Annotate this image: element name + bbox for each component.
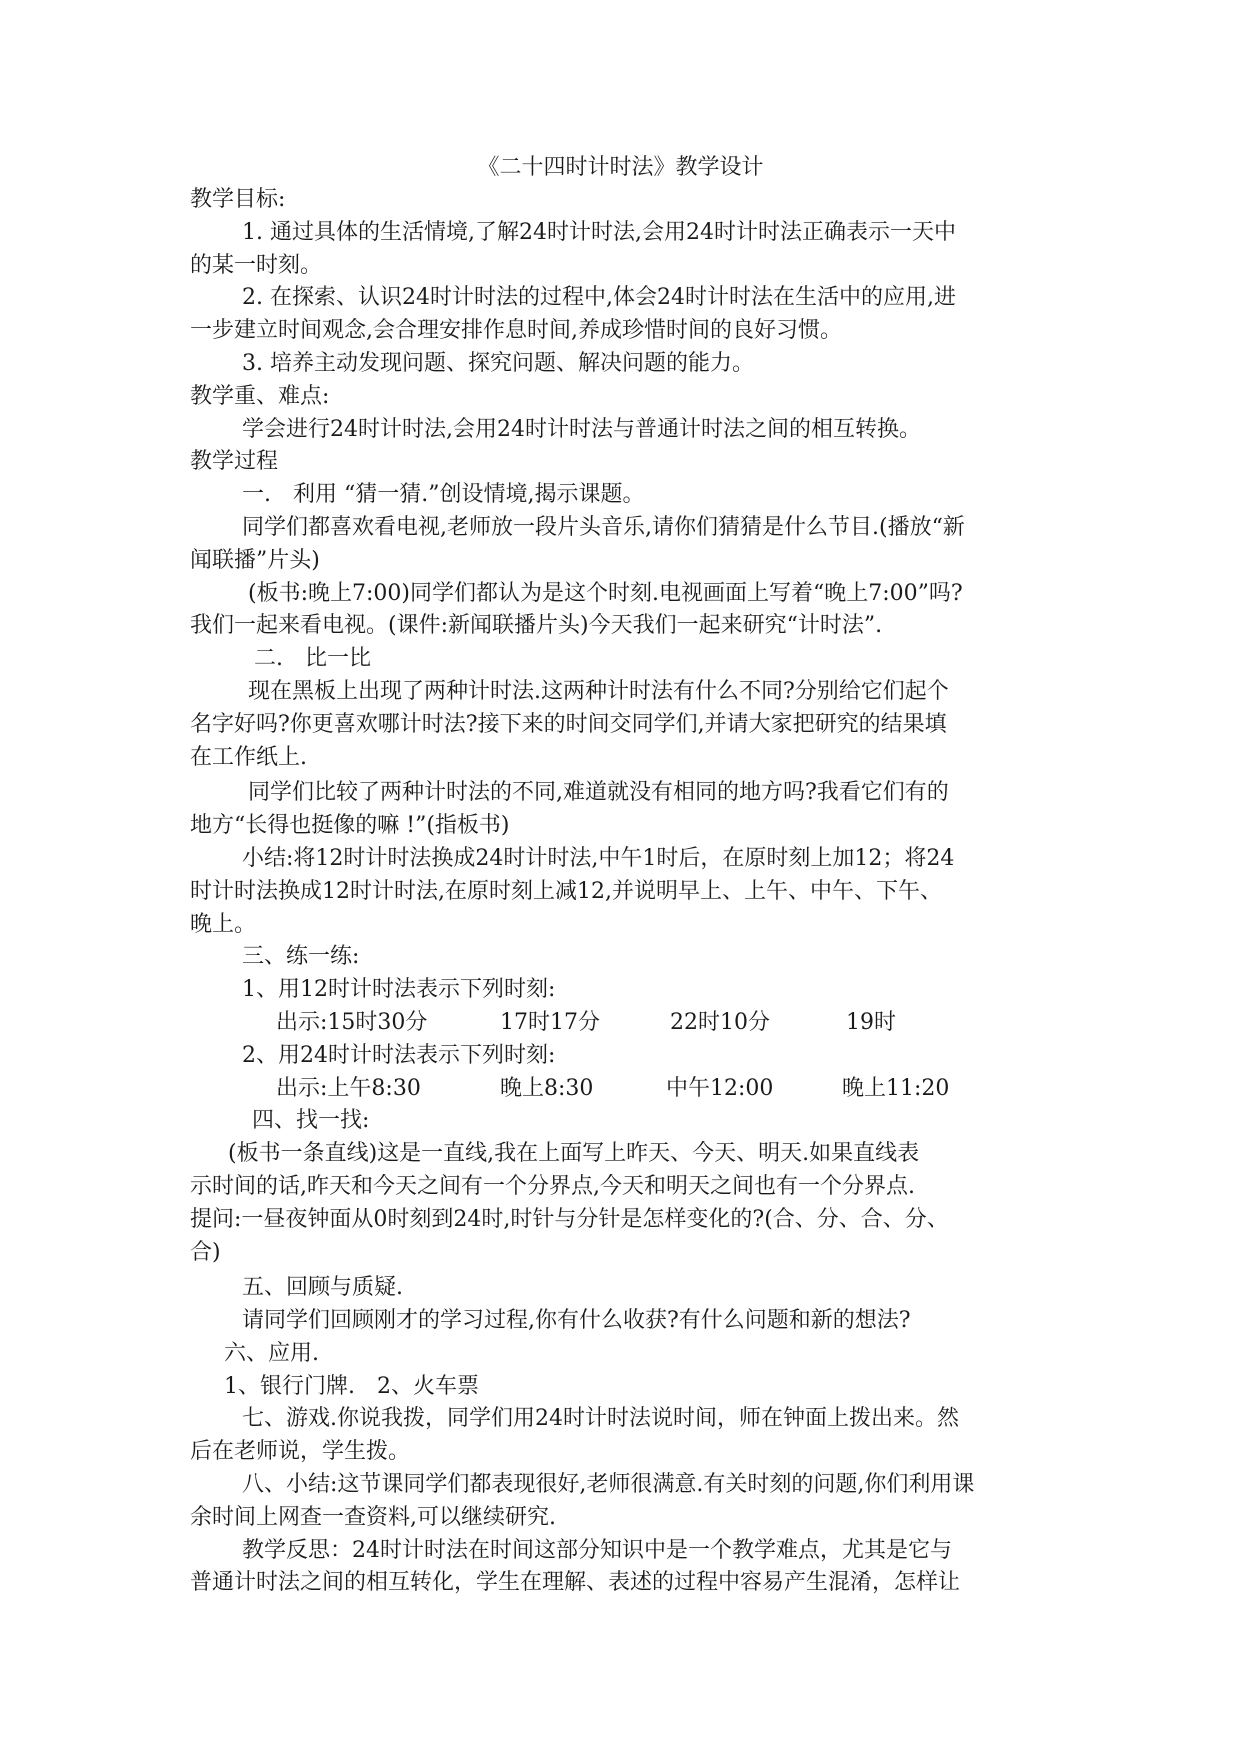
exercise-prompt: 1、用12时计时法表示下列时刻: xyxy=(242,977,556,1003)
paragraph-line: 示时间的话,昨天和今天之间有一个分界点,今天和明天之间也有一个分界点. xyxy=(190,1173,915,1199)
paragraph-line: 2. 在探索、认识24时计时法的过程中,体会24时计时法在生活中的应用,进 xyxy=(242,285,956,311)
exercise-time: 晚上11:20 xyxy=(842,1075,950,1101)
paragraph-line: 一步建立时间观念,会合理安排作息时间,养成珍惜时间的良好习惯。 xyxy=(190,318,842,344)
paragraph-line: 普通计时法之间的相互转化，学生在理解、表述的过程中容易产生混淆，怎样让 xyxy=(190,1570,961,1596)
paragraph-line: 1. 通过具体的生活情境,了解24时计时法,会用24时计时法正确表示一天中 xyxy=(242,219,956,245)
section-heading: 七、游戏.你说我拨，同学们用24时计时法说时间，师在钟面上拨出来。然 xyxy=(242,1406,959,1432)
section-heading: 一. 利用 “猜一猜.”创设情境,揭示课题。 xyxy=(242,482,645,508)
paragraph-line: 闻联播”片头) xyxy=(190,547,320,573)
document-title: 《二十四时计时法》教学设计 xyxy=(477,155,764,180)
exercise-time: 19时 xyxy=(846,1009,896,1035)
paragraph-line: 1、银行门牌. 2、火车票 xyxy=(224,1373,479,1399)
exercise-time: 中午12:00 xyxy=(666,1075,774,1101)
section-heading: 八、小结:这节课同学们都表现很好,老师很满意.有关时刻的问题,你们利用课 xyxy=(242,1472,975,1498)
exercise-time: 22时10分 xyxy=(670,1009,770,1035)
paragraph-line: 请同学们回顾刚才的学习过程,你有什么收获?有什么问题和新的想法? xyxy=(242,1308,911,1334)
paragraph-line: 现在黑板上出现了两种计时法.这两种计时法有什么不同?分别给它们起个 xyxy=(248,678,949,704)
exercise-time: 出示:15时30分 xyxy=(276,1009,428,1035)
section-heading: 六、应用. xyxy=(224,1340,319,1366)
paragraph-line: 学会进行24时计时法,会用24时计时法与普通计时法之间的相互转换。 xyxy=(242,416,921,442)
paragraph-line: 同学们都喜欢看电视,老师放一段片头音乐,请你们猜猜是什么节目.(播放“新 xyxy=(242,514,965,540)
section-heading: 四、找一找: xyxy=(252,1108,370,1134)
exercise-times-row xyxy=(190,1073,1052,1106)
paragraph-line: 的某一时刻。 xyxy=(190,252,323,278)
heading-objectives: 教学目标: xyxy=(190,187,286,212)
document-body xyxy=(190,184,1052,1600)
paragraph-line: (板书一条直线)这是一直线,我在上面写上昨天、今天、明天.如果直线表 xyxy=(228,1141,920,1167)
paragraph-line: 时计时法换成12时计时法,在原时刻上减12,并说明早上、上午、中午、下午、 xyxy=(190,878,942,904)
paragraph-line: 教学反思：24时计时法在时间这部分知识中是一个教学难点，尤其是它与 xyxy=(242,1537,952,1563)
paragraph-line: 地方“长得也挺像的嘛 !”(指板书) xyxy=(190,813,510,839)
exercise-time: 17时17分 xyxy=(500,1009,600,1035)
exercise-time: 晚上8:30 xyxy=(500,1075,594,1101)
paragraph-line: (板书:晚上7:00)同学们都认为是这个时刻.电视画面上写着“晚上7:00”吗? xyxy=(248,580,963,606)
section-heading: 三、练一练: xyxy=(242,944,360,970)
paragraph-line: 后在老师说，学生拨。 xyxy=(190,1439,411,1465)
exercise-prompt: 2、用24时计时法表示下列时刻: xyxy=(242,1042,556,1068)
paragraph-line: 在工作纸上. xyxy=(190,744,307,770)
section-heading: 五、回顾与质疑. xyxy=(242,1275,403,1301)
paragraph-line: 小结:将12时计时法换成24时计时法,中午1时后，在原时刻上加12；将24 xyxy=(242,845,955,871)
paragraph-line: 余时间上网查一查资料,可以继续研究. xyxy=(190,1504,556,1530)
heading-process: 教学过程 xyxy=(190,449,279,475)
paragraph-line: 3. 培养主动发现问题、探究问题、解决问题的能力。 xyxy=(242,350,754,376)
heading-key-points: 教学重、难点: xyxy=(190,383,330,409)
paragraph-line: 晚上。 xyxy=(190,911,257,937)
paragraph-line: 我们一起来看电视。(课件:新闻联播片头)今天我们一起来研究“计时法”. xyxy=(190,613,883,639)
paragraph-line: 提问:一昼夜钟面从0时刻到24时,时针与分针是怎样变化的?(合、分、合、分、 xyxy=(190,1206,949,1232)
paragraph-line: 同学们比较了两种计时法的不同,难道就没有相同的地方吗?我看它们有的 xyxy=(248,780,949,806)
paragraph-line: 合) xyxy=(190,1239,221,1265)
exercise-times-row xyxy=(190,1007,1052,1040)
section-heading: 二. 比一比 xyxy=(254,646,371,672)
exercise-time: 出示:上午8:30 xyxy=(276,1075,421,1101)
paragraph-line: 名字好吗?你更喜欢哪计时法?接下来的时间交同学们,并请大家把研究的结果填 xyxy=(190,711,947,737)
